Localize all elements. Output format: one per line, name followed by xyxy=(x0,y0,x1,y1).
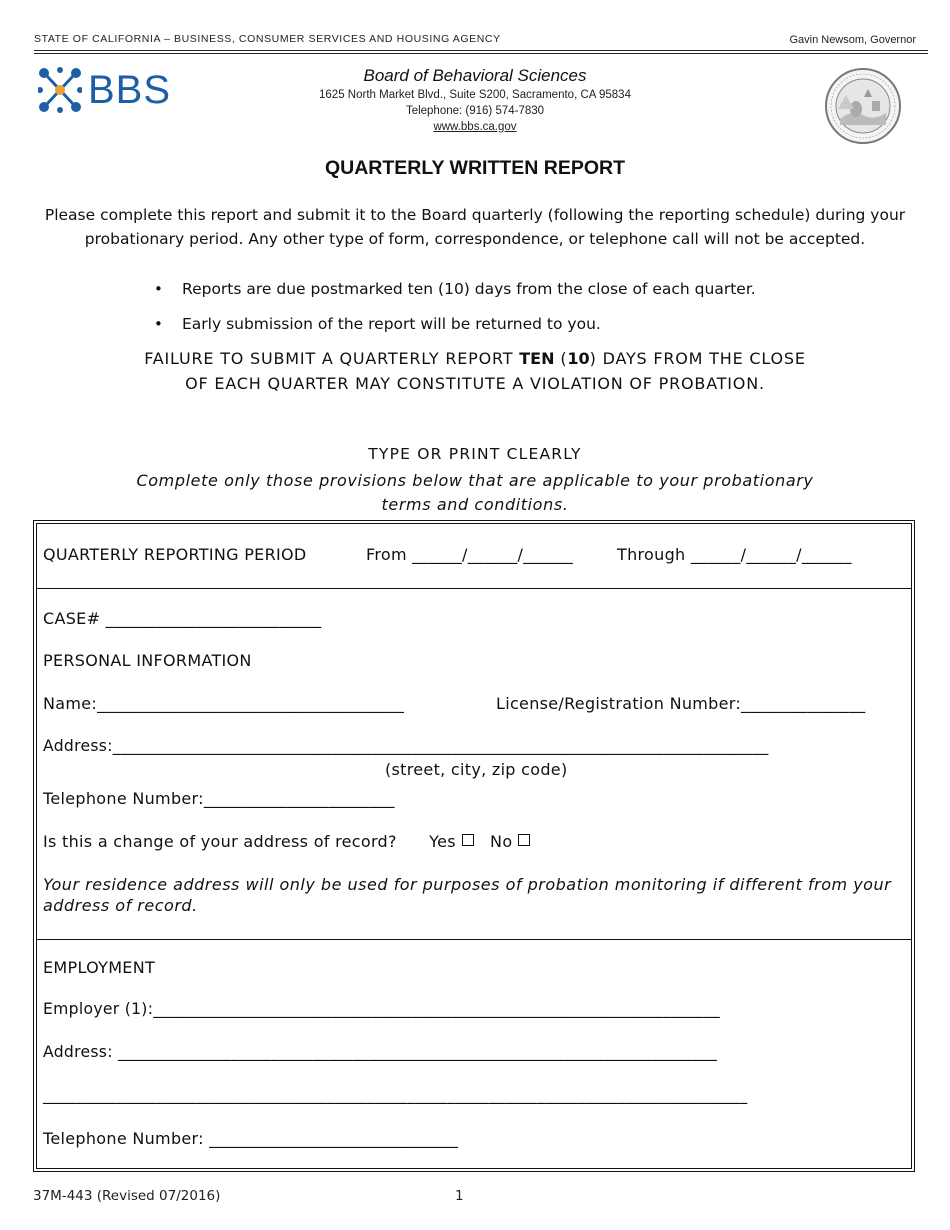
reporting-period-through-field[interactable]: Through ______/______/______ xyxy=(617,545,852,564)
governor-name: Gavin Newsom, Governor xyxy=(789,34,916,46)
board-info xyxy=(255,65,695,135)
section-divider xyxy=(36,939,912,940)
header-rule-double xyxy=(34,53,928,54)
employer-address-field[interactable]: Address: __________________________________________________________________________ xyxy=(43,1043,718,1061)
state-seal-icon xyxy=(824,67,902,145)
bbs-logo-icon xyxy=(38,67,82,113)
employer-address-line2-field[interactable]: _______________________________________________________________________________________ xyxy=(43,1086,748,1104)
instructions-list xyxy=(150,278,850,348)
yes-checkbox[interactable] xyxy=(462,834,474,846)
intro-paragraph: Please complete this report and submit it to the Board quarterly (following the reporting schedule) during your probationary period. Any other type of form, correspondence, or telephone call will not be accepted. xyxy=(44,206,906,248)
board-telephone: Telephone: (916) 574-7830 xyxy=(405,105,545,117)
address-change-label: Is this a change of your address of record? xyxy=(43,832,397,851)
name-field[interactable]: Name:_____________________________________ xyxy=(43,694,405,713)
license-number-field[interactable]: License/Registration Number:_______________ xyxy=(496,694,866,713)
address-field[interactable]: Address:_________________________________________________________________________________ xyxy=(43,737,769,755)
board-address: 1625 North Market Blvd., Suite S200, Sacramento, CA 95834 xyxy=(319,89,631,101)
telephone-field[interactable]: Telephone Number:_______________________ xyxy=(43,789,395,808)
case-number-field[interactable]: CASE# __________________________ xyxy=(43,609,322,628)
page-number: 1 xyxy=(455,1188,464,1204)
employment-heading: EMPLOYMENT xyxy=(43,958,156,977)
state-seal xyxy=(824,67,902,145)
section-divider xyxy=(36,588,912,589)
page-title: QUARTERLY WRITTEN REPORT xyxy=(324,157,626,179)
failure-text-2: ) DAYS FROM THE CLOSE OF EACH QUARTER MAY CONSTITUTE A VIOLATION OF PROBATION. xyxy=(185,349,806,393)
failure-number: 10 xyxy=(567,349,590,368)
type-clearly-note: TYPE OR PRINT CLEARLY xyxy=(368,445,582,463)
form-number: 37M-443 (Revised 07/2016) xyxy=(33,1188,221,1204)
failure-ten: TEN xyxy=(519,349,555,368)
employer-field[interactable]: Employer (1):______________________________________________________________________ xyxy=(43,1000,721,1018)
board-name: Board of Behavioral Sciences xyxy=(363,66,587,85)
applicable-note: Complete only those provisions below that are applicable to your probationary terms and conditions. xyxy=(136,471,814,514)
employer-telephone-field[interactable]: Telephone Number: ______________________________ xyxy=(43,1129,459,1148)
address-hint: (street, city, zip code) xyxy=(385,760,568,779)
bbs-logo-text: BBS xyxy=(88,68,172,112)
reporting-period-from-field[interactable]: From ______/______/______ xyxy=(366,545,574,564)
header-rule xyxy=(34,50,928,51)
list-item: • Reports are due postmarked ten (10) days from the close of each quarter. xyxy=(150,278,850,313)
agency-line: STATE OF CALIFORNIA – BUSINESS, CONSUMER SERVICES AND HOUSING AGENCY xyxy=(34,33,501,45)
yes-label: Yes xyxy=(429,832,456,851)
residence-note: Your residence address will only be used for purposes of probation monitoring if different from your address of record. xyxy=(43,875,892,915)
address-change-question xyxy=(43,832,530,851)
failure-paren: ( xyxy=(554,349,568,368)
failure-warning xyxy=(130,346,820,396)
no-label: No xyxy=(490,832,513,851)
reporting-period-label: QUARTERLY REPORTING PERIOD xyxy=(43,545,307,564)
failure-text-1: FAILURE TO SUBMIT A QUARTERLY REPORT xyxy=(144,349,520,368)
list-item: • Early submission of the report will be returned to you. xyxy=(150,313,850,348)
bbs-logo xyxy=(38,66,208,114)
personal-info-heading: PERSONAL INFORMATION xyxy=(43,651,252,670)
no-checkbox[interactable] xyxy=(518,834,530,846)
board-website-link[interactable]: www.bbs.ca.gov xyxy=(433,121,517,133)
